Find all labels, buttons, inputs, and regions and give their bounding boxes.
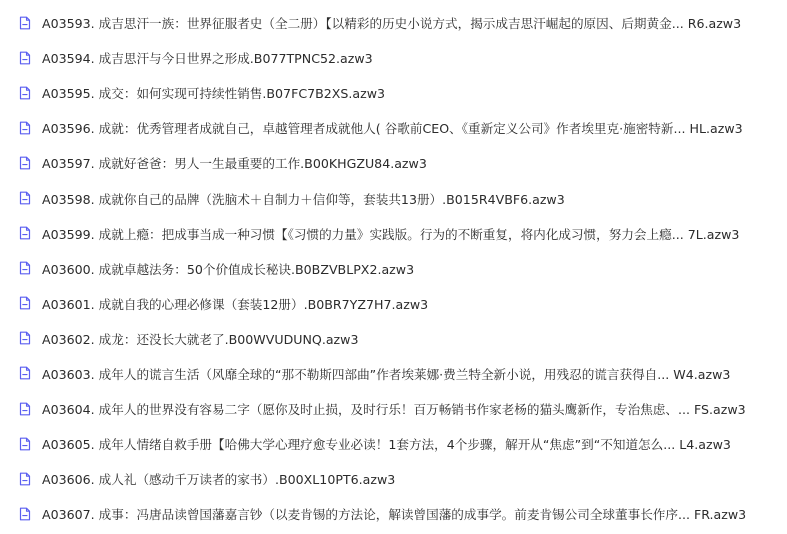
file-list-item[interactable]: [0, 5, 787, 40]
file-name: A03597. 成就好爸爸：男人一生最重要的工作.B00KHGZU84.azw3: [42, 156, 427, 172]
file-name: A03594. 成吉思汗与今日世界之形成.B077TPNC52.azw3: [42, 51, 373, 67]
file-list-item[interactable]: [0, 251, 787, 286]
file-name: A03606. 成人礼（感动千万读者的家书）.B00XL10PT6.azw3: [42, 472, 396, 488]
file-name: A03600. 成就卓越法务：50个价值成长秘诀.B0BZVBLPX2.azw3: [42, 261, 415, 277]
file-name: A03595. 成交：如何实现可持续性销售.B07FC7B2XS.azw3: [42, 86, 386, 102]
document-link-icon: [18, 226, 32, 240]
file-list-item[interactable]: [0, 286, 787, 321]
document-link-icon: [18, 437, 32, 451]
document-link-icon: [18, 507, 32, 521]
document-link-icon: [18, 366, 32, 380]
document-link-icon: [18, 191, 32, 205]
file-list-item[interactable]: [0, 40, 787, 75]
document-link-icon: [18, 472, 32, 486]
file-name: A03604. 成年人的世界没有容易二字（愿你及时止损，及时行乐！百万畅销书作家老杨的猫头鹰新作，专治焦虑、... FS.azw3: [42, 402, 746, 418]
file-name: A03599. 成就上瘾：把成事当成一种习惯【《习惯的力量》实践版。行为的不断重复，将内化成习惯，努力会上瘾... 7L.azw3: [42, 226, 740, 242]
document-link-icon: [18, 261, 32, 275]
document-link-icon: [18, 402, 32, 416]
file-list-item[interactable]: [0, 180, 787, 215]
file-name: A03593. 成吉思汗一族：世界征服者史（全二册）【以精彩的历史小说方式，揭示成吉思汗崛起的原因、后期黄金... R6.azw3: [42, 16, 742, 32]
document-link-icon: [18, 86, 32, 100]
file-list-item[interactable]: [0, 496, 787, 531]
document-link-icon: [18, 331, 32, 345]
file-name: A03596. 成就：优秀管理者成就自己，卓越管理者成就他人( 谷歌前CEO、《重新定义公司》作者埃里克·施密特新... HL.azw3: [42, 121, 743, 137]
file-name: A03598. 成就你自己的品牌（洗脑术＋自制力＋信仰等，套装共13册）.B015R4VBF6.azw3: [42, 191, 565, 207]
file-list-item[interactable]: [0, 321, 787, 356]
document-link-icon: [18, 121, 32, 135]
document-link-icon: [18, 156, 32, 170]
file-list-item[interactable]: [0, 426, 787, 461]
file-list-item[interactable]: [0, 356, 787, 391]
file-name: A03607. 成事：冯唐品读曾国藩嘉言钞（以麦肯锡的方法论，解读曾国藩的成事学。前麦肯锡公司全球董事长作序... FR.azw3: [42, 507, 747, 523]
file-list-item[interactable]: [0, 461, 787, 496]
file-name: A03605. 成年人情绪自救手册【哈佛大学心理疗愈专业必读！1套方法，4个步骤，解开从“焦虑”到“不知道怎么... L4.azw3: [42, 437, 731, 453]
file-list-item[interactable]: [0, 145, 787, 180]
file-name: A03602. 成龙：还没长大就老了.B00WVUDUNQ.azw3: [42, 331, 359, 347]
file-name: A03603. 成年人的谎言生活（风靡全球的“那不勒斯四部曲”作者埃莱娜·费兰特全新小说，用残忍的谎言获得自... W4.azw3: [42, 366, 731, 382]
file-list-item[interactable]: [0, 391, 787, 426]
file-list-item[interactable]: [0, 110, 787, 145]
file-list-item[interactable]: [0, 75, 787, 110]
document-link-icon: [18, 16, 32, 30]
file-list-item[interactable]: [0, 216, 787, 251]
document-link-icon: [18, 296, 32, 310]
document-link-icon: [18, 51, 32, 65]
file-name: A03601. 成就自我的心理必修课（套装12册）.B0BR7YZ7H7.azw3: [42, 296, 429, 312]
